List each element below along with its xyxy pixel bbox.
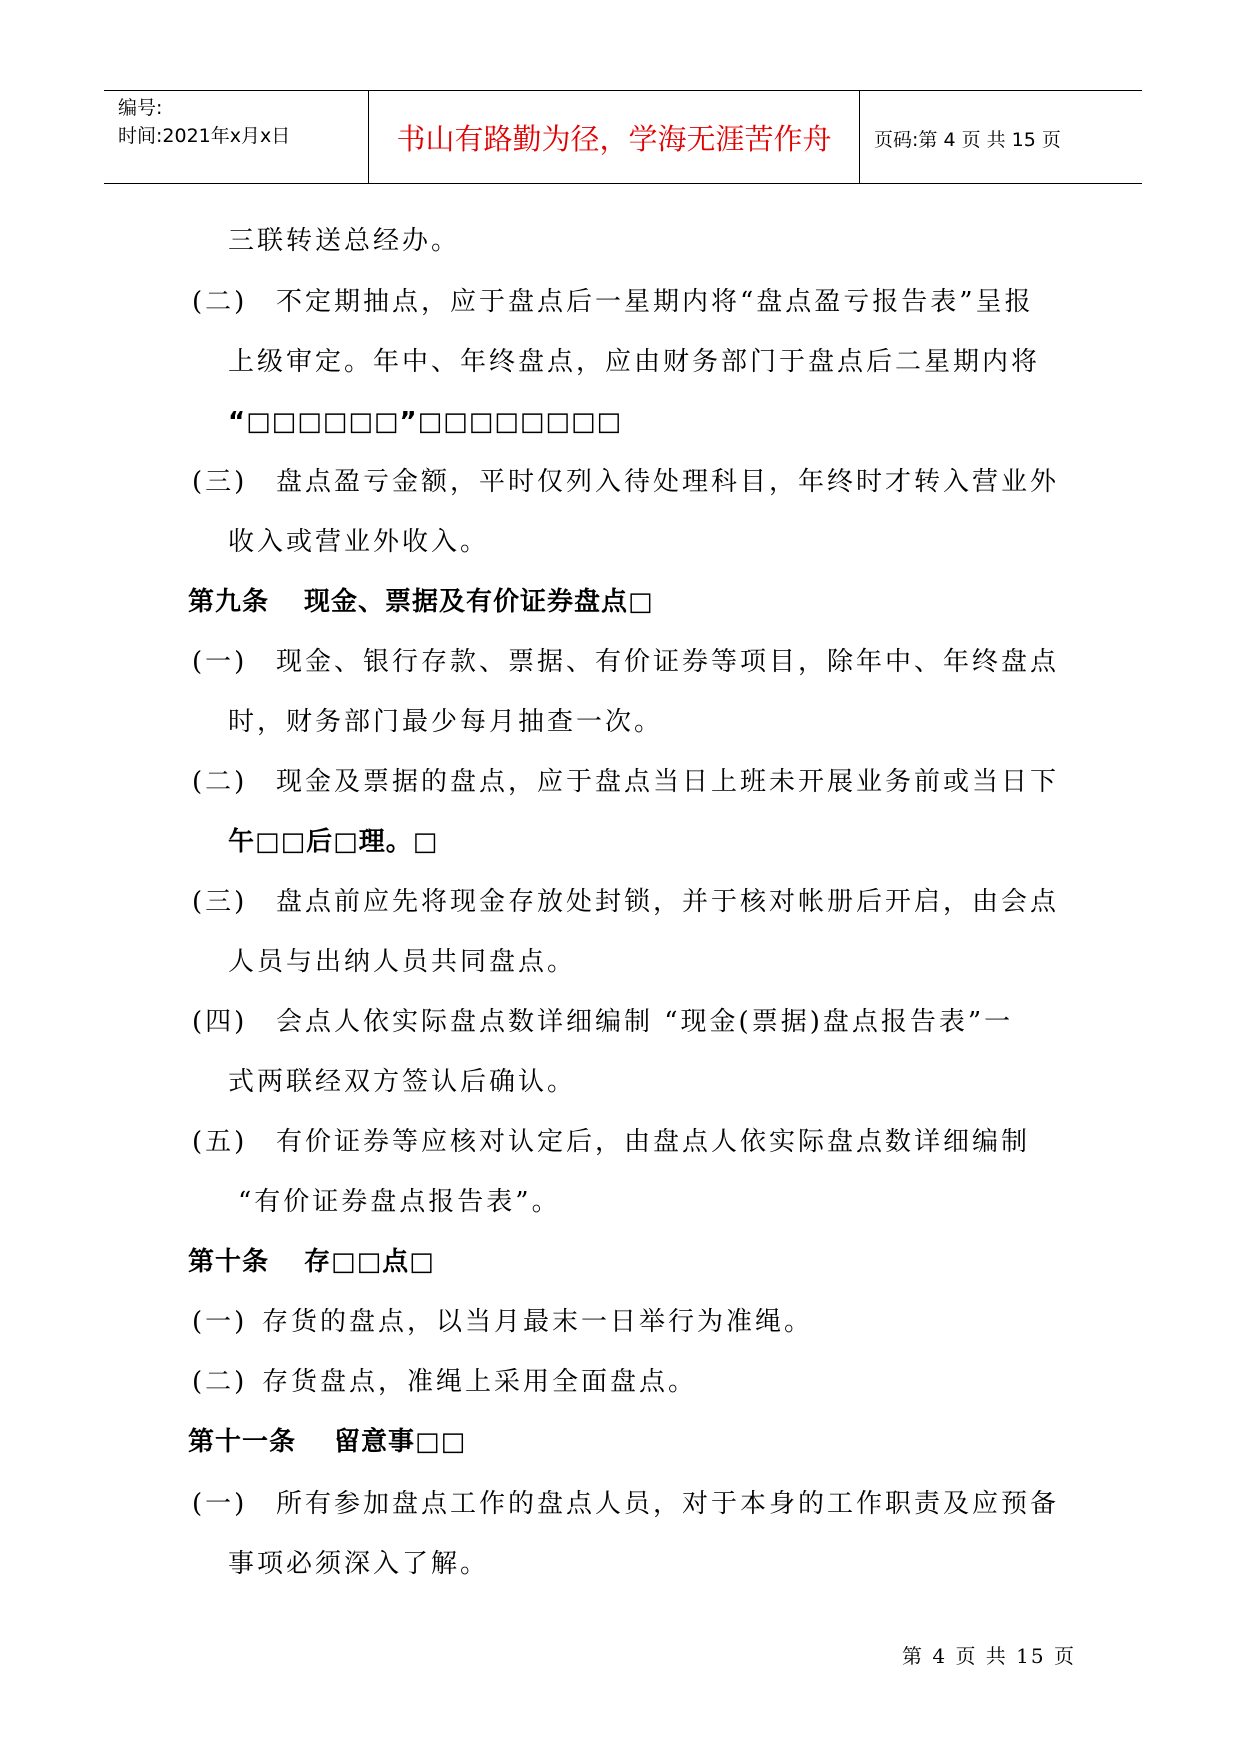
item-number: (一) xyxy=(192,647,248,677)
article-number: 第十一条 xyxy=(188,1427,297,1457)
text-line: 事项必须深入了解。 xyxy=(228,1549,490,1579)
article-number: 第十条 xyxy=(188,1247,270,1277)
article-heading-11 xyxy=(188,1425,466,1459)
motto: 书山有路勤为径，学海无涯苦作舟 xyxy=(396,122,832,156)
text-line: 式两联经双方签认后确认。 xyxy=(228,1067,577,1097)
item-number: (五) xyxy=(192,1127,248,1157)
item-number: (二) xyxy=(192,767,248,797)
item-text: 有价证券等应核对认定后，由盘点人依实际盘点数详细编制 xyxy=(276,1127,1031,1157)
garbled-line: “□□□□□□”□□□□□□□□ xyxy=(228,407,623,437)
list-item xyxy=(192,885,1059,919)
item-number: (三) xyxy=(192,887,248,917)
list-item xyxy=(192,765,1059,799)
list-item xyxy=(192,285,1034,319)
item-text: 存货盘点，准绳上采用全面盘点。 xyxy=(262,1367,698,1397)
item-number: (二) xyxy=(192,287,248,317)
item-number: (四) xyxy=(192,1007,248,1037)
list-item xyxy=(192,1005,1013,1039)
item-text: 所有参加盘点工作的盘点人员，对于本身的工作职责及应预备 xyxy=(276,1489,1060,1519)
item-text: 现金、银行存款、票据、有价证券等项目，除年中、年终盘点 xyxy=(276,647,1060,677)
article-title: 留意事□□ xyxy=(334,1427,467,1457)
list-item xyxy=(192,645,1059,679)
item-number: (三) xyxy=(192,467,248,497)
article-number: 第九条 xyxy=(188,587,270,617)
item-text: 不定期抽点，应于盘点后一星期内将“盘点盈亏报告表”呈报 xyxy=(276,287,1034,317)
item-text: 会点人依实际盘点数详细编制 “现金(票据)盘点报告表”一 xyxy=(276,1007,1014,1037)
header-motto-cell xyxy=(368,91,860,183)
article-title: 现金、票据及有价证券盘点□ xyxy=(304,587,654,617)
text-line: 人员与出纳人员共同盘点。 xyxy=(228,947,577,977)
text-line: 上级审定。年中、年终盘点，应由财务部门于盘点后二星期内将 xyxy=(228,347,1041,377)
page-code: 页码:第 4 页 共 15 页 xyxy=(874,129,1061,151)
article-heading-10 xyxy=(188,1245,435,1279)
garbled-line: 午□□后□理。□ xyxy=(228,827,439,857)
item-text: 盘点前应先将现金存放处封锁，并于核对帐册后开启，由会点 xyxy=(276,887,1060,917)
item-number: (一) xyxy=(192,1489,248,1519)
list-item xyxy=(192,1365,697,1399)
header-meta-cell xyxy=(104,91,368,183)
list-item xyxy=(192,1125,1030,1159)
header-table xyxy=(104,90,1142,184)
header-page-cell xyxy=(860,91,1142,183)
text-line: 三联转送总经办。 xyxy=(228,226,461,256)
list-item xyxy=(192,1305,813,1339)
article-heading-9 xyxy=(188,585,654,619)
page-footer: 第 4 页 共 15 页 xyxy=(902,1644,1076,1668)
list-item xyxy=(192,465,1059,499)
list-item xyxy=(192,1487,1059,1521)
item-text: 现金及票据的盘点，应于盘点当日上班未开展业务前或当日下 xyxy=(276,767,1060,797)
item-text: 存货的盘点，以当月最末一日举行为准绳。 xyxy=(262,1307,814,1337)
article-title: 存□□点□ xyxy=(304,1247,435,1277)
time-label: 时间:2021年x月x日 xyxy=(118,125,291,147)
item-number: (二) xyxy=(192,1367,248,1397)
item-text: 盘点盈亏金额，平时仅列入待处理科目，年终时才转入营业外 xyxy=(276,467,1060,497)
serial-label: 编号: xyxy=(118,97,163,119)
text-line: 收入或营业外收入。 xyxy=(228,527,490,557)
text-line: 时，财务部门最少每月抽查一次。 xyxy=(228,707,664,737)
item-number: (一) xyxy=(192,1307,248,1337)
text-line: “有价证券盘点报告表”。 xyxy=(238,1187,561,1217)
